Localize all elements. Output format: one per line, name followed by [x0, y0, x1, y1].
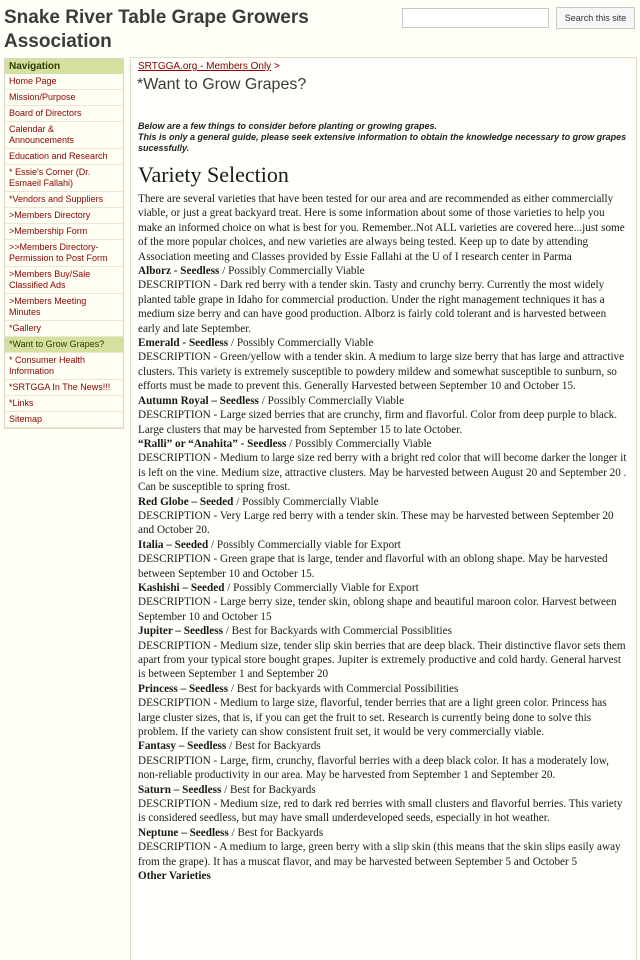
- variety-heading: [138, 783, 631, 797]
- main-content: [130, 57, 637, 960]
- variety-entry: [138, 739, 631, 782]
- navigation-list: [5, 74, 123, 428]
- variety-entry: [138, 682, 631, 740]
- section-heading: Variety Selection: [138, 162, 289, 187]
- variety-viability: / Best for Backyards: [221, 783, 316, 796]
- nav-item[interactable]: Home Page: [5, 74, 123, 90]
- variety-description: DESCRIPTION - Large sized berries that are crunchy, firm and flavorful. Color from deep purple to black. Large clusters that may be harvested from September 15 to late October.: [138, 409, 618, 436]
- variety-name: Italia – Seeded: [138, 538, 209, 551]
- variety-description: DESCRIPTION - Large, firm, crunchy, flavorful berries with a deep black color. It has a moderately low, non-reliable productivity in our area. May be harvested from September 1 and September 20.: [138, 754, 609, 782]
- variety-heading: [138, 826, 631, 840]
- variety-entry: [138, 495, 631, 538]
- variety-entry: [138, 394, 631, 437]
- variety-entry: [138, 624, 631, 682]
- search-button[interactable]: Search this site: [556, 7, 635, 29]
- variety-entry: [138, 538, 631, 581]
- variety-heading: [138, 581, 631, 595]
- variety-heading: [138, 739, 631, 753]
- navigation-sidebar: [4, 58, 124, 429]
- variety-name: Kashishi – Seeded: [138, 581, 225, 594]
- variety-name: Autumn Royal – Seedless: [138, 394, 259, 407]
- variety-description: DESCRIPTION - Medium to large size red berry with a bright red color that will become darker the longer it is left on the vine. Medium size, attractive clusters. May be harvested between August 20 and September 20 . Can be susceptible to spring frost.: [138, 452, 627, 494]
- variety-name: Princess – Seedless: [138, 682, 229, 695]
- variety-description: DESCRIPTION - Green grape that is large, tender and flavorful with an oblong shape. May be harvested between September 10 and October 15.: [138, 553, 608, 580]
- nav-item[interactable]: >Members Buy/Sale Classified Ads: [5, 267, 123, 294]
- nav-item[interactable]: *Gallery: [5, 321, 123, 337]
- variety-heading: [138, 495, 631, 509]
- variety-name: Alborz - Seedless: [138, 265, 220, 278]
- variety-description: DESCRIPTION - Very Large red berry with a tender skin. These may be harvested between September 20 and October 20.: [138, 509, 614, 537]
- nav-item[interactable]: Sitemap: [5, 412, 123, 428]
- variety-name: Jupiter – Seedless: [138, 625, 223, 638]
- intro-line-2: This is only a general guide, please seek extensive information to obtain the knowledge necessary to grow grapes sucessfully.: [138, 132, 627, 153]
- variety-name: Neptune – Seedless: [138, 826, 229, 839]
- nav-item[interactable]: Mission/Purpose: [5, 90, 123, 106]
- variety-name: Fantasy – Seedless: [138, 740, 227, 753]
- variety-heading: [138, 437, 631, 451]
- variety-viability: / Possibly Commercially Viable: [258, 394, 405, 407]
- nav-item[interactable]: >Members Directory: [5, 208, 123, 224]
- variety-heading: [138, 682, 631, 696]
- variety-name: “Ralli” or “Anahita” - Seedless: [138, 437, 287, 450]
- page-title: *Want to Grow Grapes?: [137, 76, 307, 93]
- variety-viability: / Best for Backyards: [228, 826, 324, 839]
- variety-heading: [138, 394, 631, 408]
- variety-viability: / Best for Backyards with Commercial Possiblities: [222, 625, 452, 638]
- navigation-header: Navigation: [5, 59, 123, 74]
- breadcrumb: [138, 61, 280, 73]
- nav-item[interactable]: >>Members Directory-Permission to Post Form: [5, 240, 123, 267]
- variety-heading: [138, 624, 631, 638]
- variety-description: DESCRIPTION - Medium size, red to dark red berries with small clusters and flavorful berries. This variety is considered seedless, but may have small underdeveloped seeds, especially in hot weather.: [138, 798, 623, 825]
- variety-entry: [138, 437, 631, 495]
- intro-text: [138, 121, 630, 154]
- variety-viability: / Best for backyards with Commercial Possibilities: [228, 682, 459, 695]
- variety-entry: [138, 581, 631, 624]
- section-intro: There are several varieties that have been tested for our area and are recommended as either commercially viable, or just a great backyard treat. Here is some information about some of those varieties to help you make an informed choice on what is best for you. Remember..Not ALL varieties are covered here...just some of the more popular choices, and new varieties are always being tested. Keep up to date by attending Association meeting and Classes provided by Essie Fallahi at the U of I research center in Parma: [138, 193, 625, 263]
- variety-viability: / Possibly Commercially Viable: [286, 437, 432, 450]
- variety-heading: [138, 538, 631, 552]
- nav-item[interactable]: *SRTGGA In The News!!!: [5, 380, 123, 396]
- nav-item[interactable]: Calendar & Announcements: [5, 122, 123, 149]
- variety-entry: [138, 336, 631, 394]
- cutoff-heading: Other Varieties: [138, 870, 211, 883]
- variety-viability: / Possibly Commercially Viable for Export: [224, 581, 419, 594]
- variety-name: Emerald - Seedless: [138, 337, 229, 350]
- nav-item[interactable]: >Membership Form: [5, 224, 123, 240]
- breadcrumb-members-only-link[interactable]: SRTGGA.org - Members Only: [138, 61, 272, 72]
- variety-description: DESCRIPTION - Medium to large size, flavorful, tender berries that are a light green color. Princess has large cluster sizes, that is, if you can get the fruit to set. Research is currently being done to solve this problem. If the variety can show consistent fruit set, it would be very commercially viable.: [138, 697, 607, 739]
- site-title: Snake River Table Grape Growers Association: [4, 7, 309, 52]
- variety-viability: / Possibly Commercially viable for Export: [208, 538, 401, 551]
- variety-heading: [138, 336, 631, 350]
- variety-description: DESCRIPTION - Green/yellow with a tender skin. A medium to large size berry that has large and attractive clusters. This variety is extremely susceptible to powdery mildew and somewhat susceptible to sunburn, so efforts must be made to prevent this. Generally Harvested between September 10 and October 15.: [138, 351, 625, 393]
- variety-entry: [138, 264, 631, 336]
- nav-item[interactable]: *Want to Grow Grapes?: [5, 337, 123, 353]
- nav-item[interactable]: Education and Research: [5, 149, 123, 165]
- variety-viability: / Possibly Commercially Viable: [228, 337, 374, 350]
- variety-name: Saturn – Seedless: [138, 783, 222, 796]
- variety-viability: / Best for Backyards: [226, 740, 321, 753]
- variety-name: Red Globe – Seeded: [138, 495, 234, 508]
- nav-item[interactable]: * Essie's Corner (Dr. Esmaeil Fallahi): [5, 165, 123, 192]
- breadcrumb-separator: >: [271, 61, 280, 72]
- search-input[interactable]: [402, 8, 549, 28]
- variety-entry: [138, 783, 631, 826]
- nav-item[interactable]: *Vendors and Suppliers: [5, 192, 123, 208]
- variety-description: DESCRIPTION - Dark red berry with a tender skin. Tasty and crunchy berry. Currently the most widely planted table grape in Idaho for commercial production. Under the right management techniques it has a medium size berry and can have good production. Alborz is fairly cold tolerant and is harvested between early and late September.: [138, 279, 607, 335]
- variety-article: [138, 162, 631, 884]
- variety-list: [138, 264, 631, 869]
- nav-item[interactable]: >Members Meeting Minutes: [5, 294, 123, 321]
- variety-viability: / Possibly Commercially Viable: [233, 495, 379, 508]
- nav-item[interactable]: *Links: [5, 396, 123, 412]
- nav-item[interactable]: * Consumer Health Information: [5, 353, 123, 380]
- variety-description: DESCRIPTION - Large berry size, tender skin, oblong shape and beautiful maroon color. Harvest between September 10 and October 15: [138, 596, 617, 623]
- variety-entry: [138, 826, 631, 869]
- variety-description: DESCRIPTION - Medium size, tender slip skin berries that are deep black. Their distinctive flavor sets them apart from your typical store bought grapes. Jupiter is extremely productive and cold hardy. General harvest is between September 1 and September 20: [138, 639, 626, 681]
- variety-heading: [138, 264, 631, 278]
- intro-line-1: Below are a few things to consider before planting or growing grapes.: [138, 121, 438, 131]
- variety-description: DESCRIPTION - A medium to large, green berry with a slip skin (this means that the skin slips easily away from the grape). It has a muscat flavor, and may be harvested between September 5 and October 5: [138, 841, 621, 868]
- nav-item[interactable]: Board of Directors: [5, 106, 123, 122]
- variety-viability: / Possibly Commercially Viable: [219, 265, 365, 278]
